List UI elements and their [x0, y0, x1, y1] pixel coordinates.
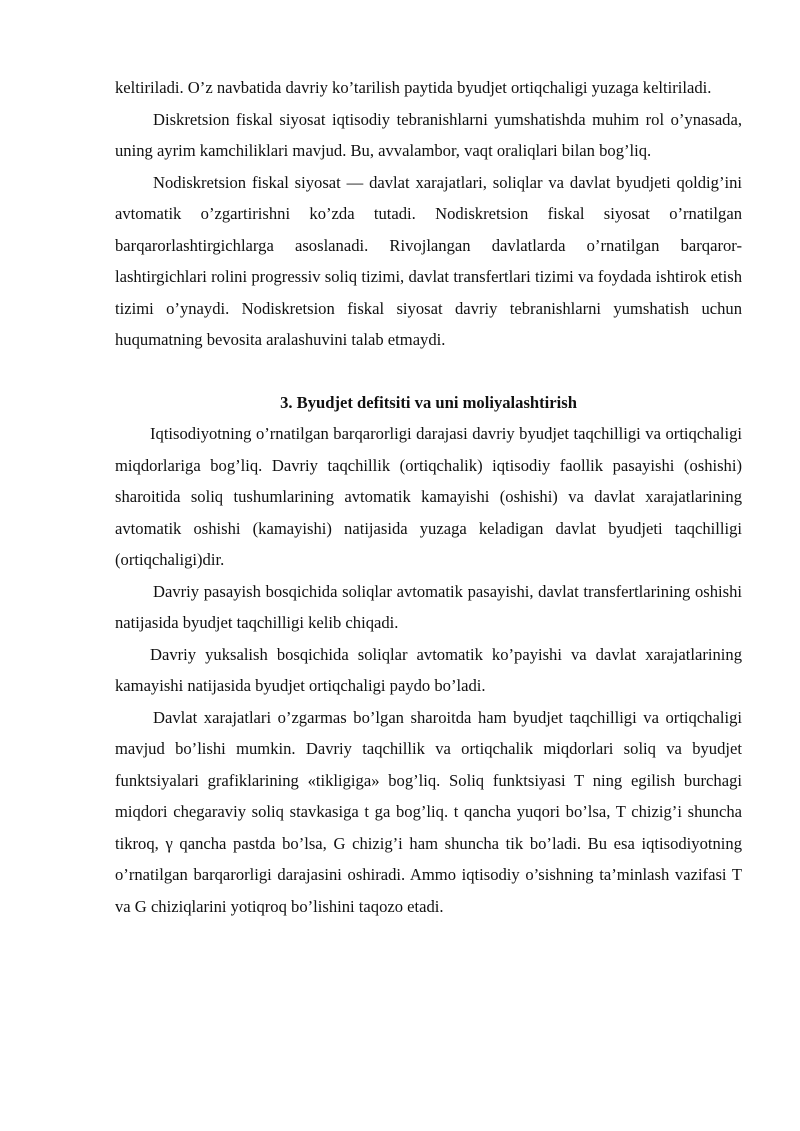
- paragraph-tax-function: Davlat xarajatlari o’zgarmas bo’lgan sharoitda ham byudjet taqchilligi va ortiqchaligi mavjud bo’lishi mumkin. Davriy taqchillik va ortiqchalik miqdorlari soliq va byudjet funktsiyalari grafiklarining «tikligiga» bog’liq. Soliq funktsiyasi T ning egilish burchagi miqdori chegaraviy soliq stavkasiga t ga bog’liq. t qancha yuqori bo’lsa, T chizig’i shuncha tikroq, γ qancha pastda bo’lsa, G chizig’i ham shuncha tik bo’ladi. Bu esa iqtisodiyotning o’rnatilgan barqarorligi darajasini oshiradi. Ammo iqtisodiy o’sishning ta’minlash vazifasi T va G chiziqlarini yotiqroq bo’lishini taqozo etadi.: [115, 707, 742, 916]
- paragraph-built-in-stability: Iqtisodiyotning o’rnatilgan barqarorligi darajasi davriy byudjet taqchilligi va ortiqchaligi miqdorlariga bog’liq. Davriy taqchillik (ortiqchalik) iqtisodiy faollik pasayishi (oshishi) sharoitida soliq tushumlarining avtomatik kamayishi (oshishi) va davlat xarajatlarining avtomatik oshishi (kamayishi) natijasida yuzaga keladigan davlat byudjeti taqchilligi (ortiqchaligi)dir.: [115, 424, 742, 569]
- section-heading: 3. Byudjet defitsiti va uni moliyalashtirish: [280, 392, 577, 412]
- paragraph-nondiscretionary-policy: Nodiskretsion fiskal siyosat — davlat xarajatlari, soliqlar va davlat byudjeti qoldig’ini avtomatik o’zgartirishni ko’zda tutadi. Nodiskretsion fiskal siyosat o’rnatilgan barqarorlashtirgichlarga asoslanadi. Rivojlangan davlatlarda o’rnatilgan barqaror-lashtirgichlari rolini progressiv soliq tizimi, davlat transfertlari tizimi va foydada ishtirok etish tizimi o’ynaydi. Nodiskretsion fiskal siyosat davriy tebranishlarni yumshatish uchun huqumatning bevosita aralashuvini talab etmaydi.: [115, 172, 742, 349]
- paragraph-continuation: keltiriladi. O’z navbatida davriy ko’tarilish paytida byudjet ortiqchaligi yuzaga keltiriladi.: [115, 78, 712, 97]
- spacer: [115, 356, 742, 387]
- document-page: [115, 72, 742, 922]
- paragraph-recession-phase: Davriy pasayish bosqichida soliqlar avtomatik pasayishi, davlat transfertlarining oshishi natijasida byudjet taqchilligi kelib chiqadi.: [115, 581, 742, 632]
- paragraph-discretionary-policy: Diskretsion fiskal siyosat iqtisodiy tebranishlarni yumshatishda muhim rol o’ynasada, uning ayrim kamchiliklari mavjud. Bu, avvalambor, vaqt oraliqlari bilan bog’liq.: [115, 109, 742, 160]
- paragraph-expansion-phase: Davriy yuksalish bosqichida soliqlar avtomatik ko’payishi va davlat xarajatlarining kamayishi natijasida byudjet ortiqchaligi paydo bo’ladi.: [115, 644, 742, 695]
